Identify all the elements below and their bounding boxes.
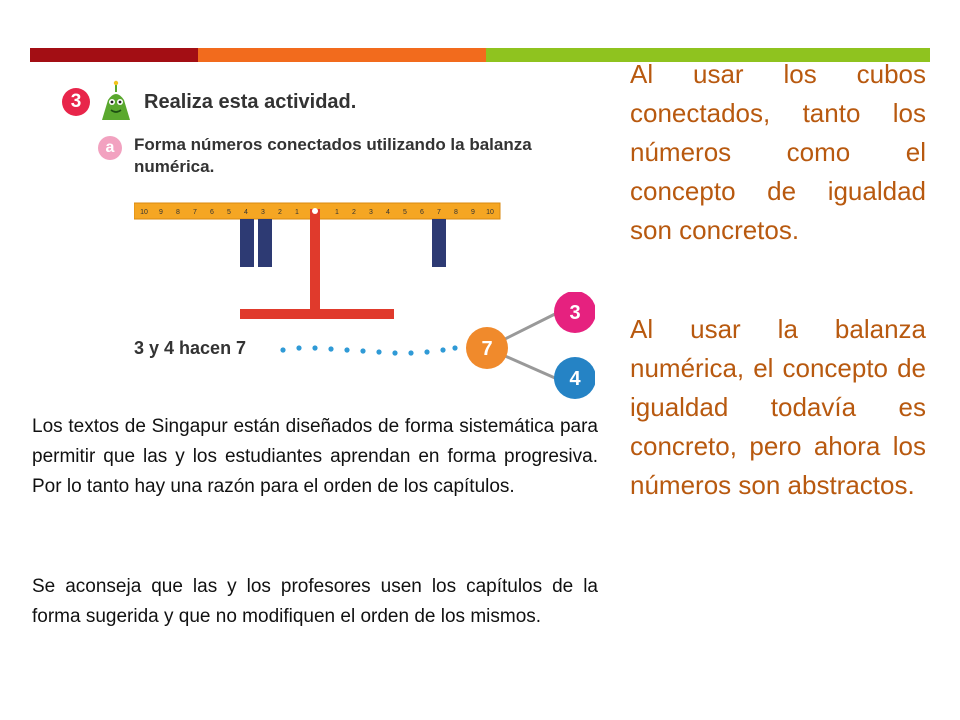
balance-tick-right-4: 4 <box>386 209 390 216</box>
right-paragraph-1: Al usar los cubos conectados, tanto los números como el concepto de igualdad son concretos. <box>630 59 926 245</box>
balance-tick-left-9: 9 <box>159 209 163 216</box>
balance-tick-left-1: 1 <box>295 209 299 216</box>
dotted-connector <box>280 345 457 355</box>
balance-tick-right-3: 3 <box>369 209 373 216</box>
balance-tick-right-2: 2 <box>352 209 356 216</box>
balance-tick-right-5: 5 <box>403 209 407 216</box>
activity-header <box>62 80 356 124</box>
balance-weight-4 <box>240 219 254 267</box>
balance-tick-right-1: 1 <box>335 209 339 216</box>
accent-bar-orange-segment <box>198 48 486 62</box>
balance-tick-right-6: 6 <box>420 209 424 216</box>
number-bond-diagram <box>275 292 595 402</box>
balance-tick-right-10: 10 <box>486 209 494 216</box>
balance-tick-left-8: 8 <box>176 209 180 216</box>
bond-part-label-1: 3 <box>569 302 581 324</box>
balance-pivot <box>312 208 318 214</box>
activity-title: Realiza esta actividad. <box>144 90 357 113</box>
bond-part-label-2: 4 <box>569 368 581 390</box>
activity-instruction: Forma números conectados utilizando la balanza numérica. <box>134 135 532 176</box>
worksheet-image <box>30 62 600 402</box>
balance-tick-right-9: 9 <box>471 209 475 216</box>
balance-tick-left-10: 10 <box>140 209 148 216</box>
left-paragraph-2: Se aconseja que las y los profesores usen los capítulos de la forma sugerida y que no modifiquen el orden de los mismos. <box>32 576 598 627</box>
balance-tick-left-5: 5 <box>227 209 231 216</box>
step-number-badge: 3 <box>62 88 90 116</box>
mascot-icon <box>94 80 138 124</box>
balance-tick-left-4: 4 <box>244 209 248 216</box>
balance-tick-left-6: 6 <box>210 209 214 216</box>
bond-whole-label: 7 <box>481 338 493 360</box>
balance-weight-7 <box>432 219 446 267</box>
left-paragraph-1: Los textos de Singapur están diseñados de forma sistemática para permitir que las y los estudiantes aprendan en forma progresiva. Por lo tanto hay una razón para el orden de los capítulos. <box>32 416 598 497</box>
right-paragraph-2: Al usar la balanza numérica, el concepto de igualdad todavía es concreto, pero ahora los números son abstractos. <box>630 314 926 500</box>
balance-tick-right-8: 8 <box>454 209 458 216</box>
accent-bar-red-segment <box>30 48 198 62</box>
worksheet-caption: 3 y 4 hacen 7 <box>134 338 247 358</box>
balance-tick-right-7: 7 <box>437 209 441 216</box>
balance-weight-3 <box>258 219 272 267</box>
balance-tick-left-2: 2 <box>278 209 282 216</box>
activity-instruction-row <box>98 134 554 178</box>
balance-tick-left-7: 7 <box>193 209 197 216</box>
sub-item-badge: a <box>98 136 122 160</box>
balance-tick-left-3: 3 <box>261 209 265 216</box>
